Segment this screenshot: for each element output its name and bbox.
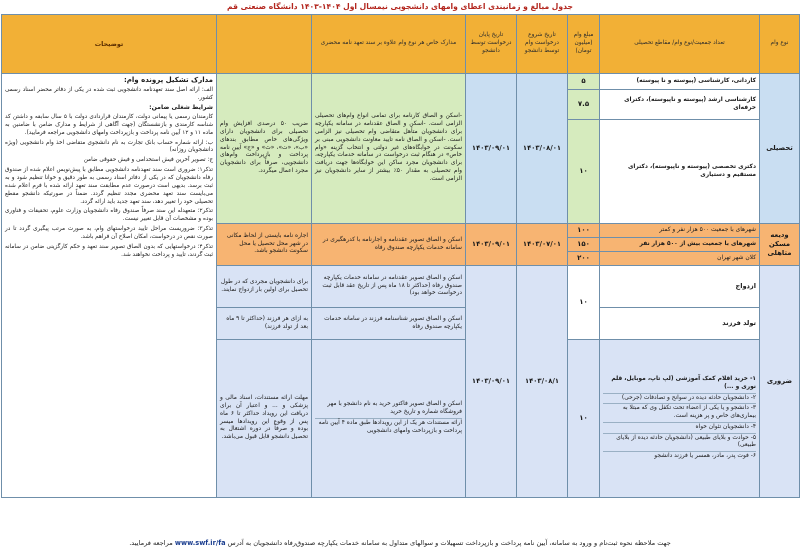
header-loan-type: نوع وام [760,15,800,74]
start-date-tuition: ۱۴۰۳/۰۸/۰۱ [517,74,568,224]
end-date-emergency: ۱۴۰۳/۰۹/۰۱ [466,266,517,498]
header-start-date: تاریخ شروع درخواست وام توسط دانشجو [517,15,568,74]
notes-item-a: الف: ارائه اصل سند تعهدنامه دانشجویی ثبت شده در یکی از دفاتر محضر اسناد رسمی کشور. [5,86,213,101]
notes-guarantor-text: کارمندان رسمی یا پیمانی دولت، کارمندان قراردادی دولت با ۵ سال سابقه و داشتن کد شناسه کارمندی و بازنشستگان (جهت آگاهی از شرایط و مدارک ضامن با ضامنین به ماده ۱۱ و ۱۲ آیین نامه پرداخت و بازپرداخت وامهای دانشجویی مراجعه فرمایید). [5,113,213,136]
amount-tuition-2: ۷.۵ [568,90,600,120]
emergency-item-4: ۴- دانشجویان تئوان خواه [603,423,756,434]
documents-emergency-invoice: اسکن و الصاق تصویر فاکتور خرید به نام دانشجو با مهر فروشگاه شماره و تاریخ خرید [315,400,462,419]
amount-tuition-1: ۵ [568,74,600,90]
notes-reminder-3: تذکر۳: ضروریست مراحل تایید درخواستهای وام، به صورت مرتب پیگیری گردد تا در صورت نقص در درخواست، امکان اصلاح آن فراهم باشد. [5,226,213,240]
header-amount: مبلغ وام (میلیون تومان) [568,15,600,74]
footer-note [4,539,796,547]
emergency-items [600,340,760,498]
notes-reminder-2: تذکر۲: متعهدله این سند صرفاً صندوق رفاه دانشجویان وزارت علوم، تحقیقات و فناوری بوده و مشخصات آن قابل تغییر نیست. [5,208,213,223]
extra-tuition: ضریب ۵۰ درصدی افزایش وام تحصیلی برای دانشجویان دارای ویژگی‌های خاص مطابق بندهای «ب»، «ت»، «ث» و «ج» آیین نامه پرداخت و بازپرداخت وام‌های دانشجویی، صرفاً برای دانشجویان مجرد اعمال میگردد. [217,74,312,224]
header-documents: مدارک خاص هر نوع وام علاوه بر سند تعهد نامه محضری [312,15,466,74]
page-title: جدول مبالغ و زمانبندی اعطای وامهای دانشجویی نیمسال اول ۱۴۰۴-۱۴۰۳ دانشگاه صنعتی قم [227,2,573,11]
category-tuition: تحصیلی [760,74,800,224]
grade-housing-1: شهرهای با جمعیت ۵۰۰ هزار نفر و کمتر [600,224,760,238]
emergency-item-3: ۳- دانشجو و یا یکی از اعضاء تحت تکفل وی که مبتلا به بیماری‌های خاص و پر هزینه است. [603,404,756,423]
notes-item-b: ب: ارائه شماره حساب بانک تجارت به نام دانشجوی متقاضی اخذ وام دانشجویی (ویژه دانشجویان روزانه) [5,139,213,154]
amount-housing-3: ۲۰۰ [568,252,600,266]
category-emergency: ضروری [760,266,800,498]
emergency-item-5: ۵- حوادث و بلایای طبیعی (دانشجویان حادثه دیده از بلایای طبیعی) [603,434,756,453]
grade-marriage: ازدواج [600,266,760,308]
start-date-emergency: ۱۴۰۳/۰۸/۱ [517,266,568,498]
header-notes: توضیحات [2,15,217,74]
amount-tuition-3: ۱۰ [568,120,600,224]
notes-panel [2,74,217,498]
emergency-item-2: ۲- دانشجویان حادثه دیده در سوانح و تصادفات (جرحی) [603,394,756,405]
documents-housing: اسکن و الصاق تصویر عقدنامه و اجارنامه با کدرهگیری در سامانه خدمات یکپارچه صندوق رفاه [312,224,466,266]
footer-text: جهت ملاحظه نحوه ثبت‌نام و ورود به سامانه، آیین نامه پرداخت و بازپرداخت تسهیلات و سوالهای متداول به سامانه خدمات یکپارچه صندوق‌رفاه دانشجویان به آدرس [227,539,671,547]
header-grade: تعداد جمعیت/نوع وام/ مقاطع تحصیلی [600,15,760,74]
extra-childbirth: به ازای هر فرزند (حداکثر تا ۹ ماه بعد از تولد فرزند) [217,308,312,340]
category-housing: ودیعه مسکن متاهلی [760,224,800,266]
header-end-date: تاریخ پایان درخواست توسط دانشجو [466,15,517,74]
documents-emergency [312,340,466,498]
grade-housing-2: شهرهای با جمعیت بیش از ۵۰۰ هزار نفر [600,238,760,252]
amount-housing-1: ۱۰۰ [568,224,600,238]
emergency-item-6: ۶- فوت پدر، مادر، همسر یا فرزند دانشجو [654,453,756,460]
extra-marriage: برای دانشجویان مجردی که در طول تحصیل برای اولین بار ازدواج نمایند. [217,266,312,308]
amount-marriage: ۱۰ [568,266,600,340]
header-extra [217,15,312,74]
documents-emergency-evidence: ارائه مستندات هر یک از این رویدادها طبق ماده ۴ آیین نامه پرداخت و بازپرداخت وامهای دانشجویی [318,420,462,434]
grade-childbirth: تولد فرزند [600,308,760,340]
footer-suffix: مراجعه فرمایید. [129,539,173,547]
emergency-item-1: ۱- خرید اقلام کمک آموزشی (لپ تاپ، موبایل، قلم نوری و ...) [603,375,756,394]
start-date-housing: ۱۴۰۳/۰۷/۰۱ [517,224,568,266]
documents-marriage: اسکن و الصاق تصویر عقدنامه در سامانه خدمات یکپارچه صندوق رفاه (حداکثر تا ۱۸ ماه پس از تاریخ عقد قابل ثبت درخواست خواهد بود) [312,266,466,308]
end-date-tuition: ۱۴۰۳/۰۹/۰۱ [466,74,517,224]
notes-reminder-1: تذکر۱: ضروری است سند تعهدنامه دانشجویی مطابق با پیش‌نویس اعلام شده از صندوق رفاه دانشجویان که در یکی از دفاتر اسناد رسمی به طور دقیق و خوانا تنظیم شود و به ثبت برسد. بدیهی است درصورت عدم مطابقت سند تعهد ارائه شده با فرم اعلام شده می‌بایست سند تعهد محضری مجدد تنظیم گردد. ضمناً در صورتیکه دانشجو مقطع تحصیلی خود را تغییر دهد، سند تعهد جدید باید ارائه گردد. [5,167,213,205]
documents-tuition: -اسکن و الصاق کارنامه برای تمامی انواع وام‌های تحصیلی الزامی است. -اسکن و الصاق عقدنامه در سامانه یکپارچه برای دانشجویان متأهل متقاضی وام تحصیلی نیز الزامی است. -اسکن و الصاق نامه تایید معاونت دانشجویی مبنی بر سکونت در خوابگاه‌های غیر دولتی و انتخاب گزینه «وام خاص» در هنگام ثبت درخواست در سامانه خدمات یکپارچه، برای دانشجویان مجرد ساکن این خوابگاه‌ها جهت دریافت وام تحصیلی به مقدار ۵۰٪ بیشتر از سایر دانشجویان نیز الزامی است. [312,74,466,224]
extra-emergency: مهلت ارائه مستندات، اسناد مالی و پزشکی و ... و اعتبار آن برای دریافت این رویداد حداکثر تا ۶ ماه پس از وقوع این رویدادها میسر بوده و صرفاً در دوره اشتغال به تحصیل دانشجو قابل قبول می‌باشد. [217,340,312,498]
notes-guarantor-heading: شرایط شغلی ضامن: [149,104,213,112]
loan-table [1,14,800,498]
grade-housing-3: کلان شهر تهران [600,252,760,266]
extra-housing: اجاره نامه بایستی از لحاظ مکانی در شهر محل تحصیل یا محل سکونت دانشجو باشد. [217,224,312,266]
notes-item-c: ج: تصویر آخرین فیش استخدامی و فیش حقوقی ضامن [83,157,213,164]
end-date-housing: ۱۴۰۳/۰۹/۰۱ [466,224,517,266]
notes-reminder-4: تذکر۴: درخواستهایی که بدون الصاق تصویر سند تعهد و حکم کارگزینی ضامن در سامانه ثبت گردند، تایید و پرداخت نخواهند شد. [5,243,213,258]
grade-tuition-1: کاردانی، کارشناسی (پیوسته و نا پیوسته) [600,74,760,90]
grade-tuition-3: دکتری تخصصی (پیوسته و ناپیوسته)، دکترای مستقیم و دستیاری [600,120,760,224]
amount-housing-2: ۱۵۰ [568,238,600,252]
grade-tuition-2: کارشناسی ارشد (پیوسته و ناپیوسته)، دکترای حرفه‌ای [600,90,760,120]
footer-link[interactable]: www.swf.ir/fa [174,539,226,547]
documents-childbirth: اسکن و الصاق تصویر شناسنامه فرزند در سامانه خدمات یکپارچه صندوق رفاه [312,308,466,340]
amount-emergency: ۱۰ [568,340,600,498]
notes-heading: مدارک تشکیل پرونده وام: [123,76,213,84]
